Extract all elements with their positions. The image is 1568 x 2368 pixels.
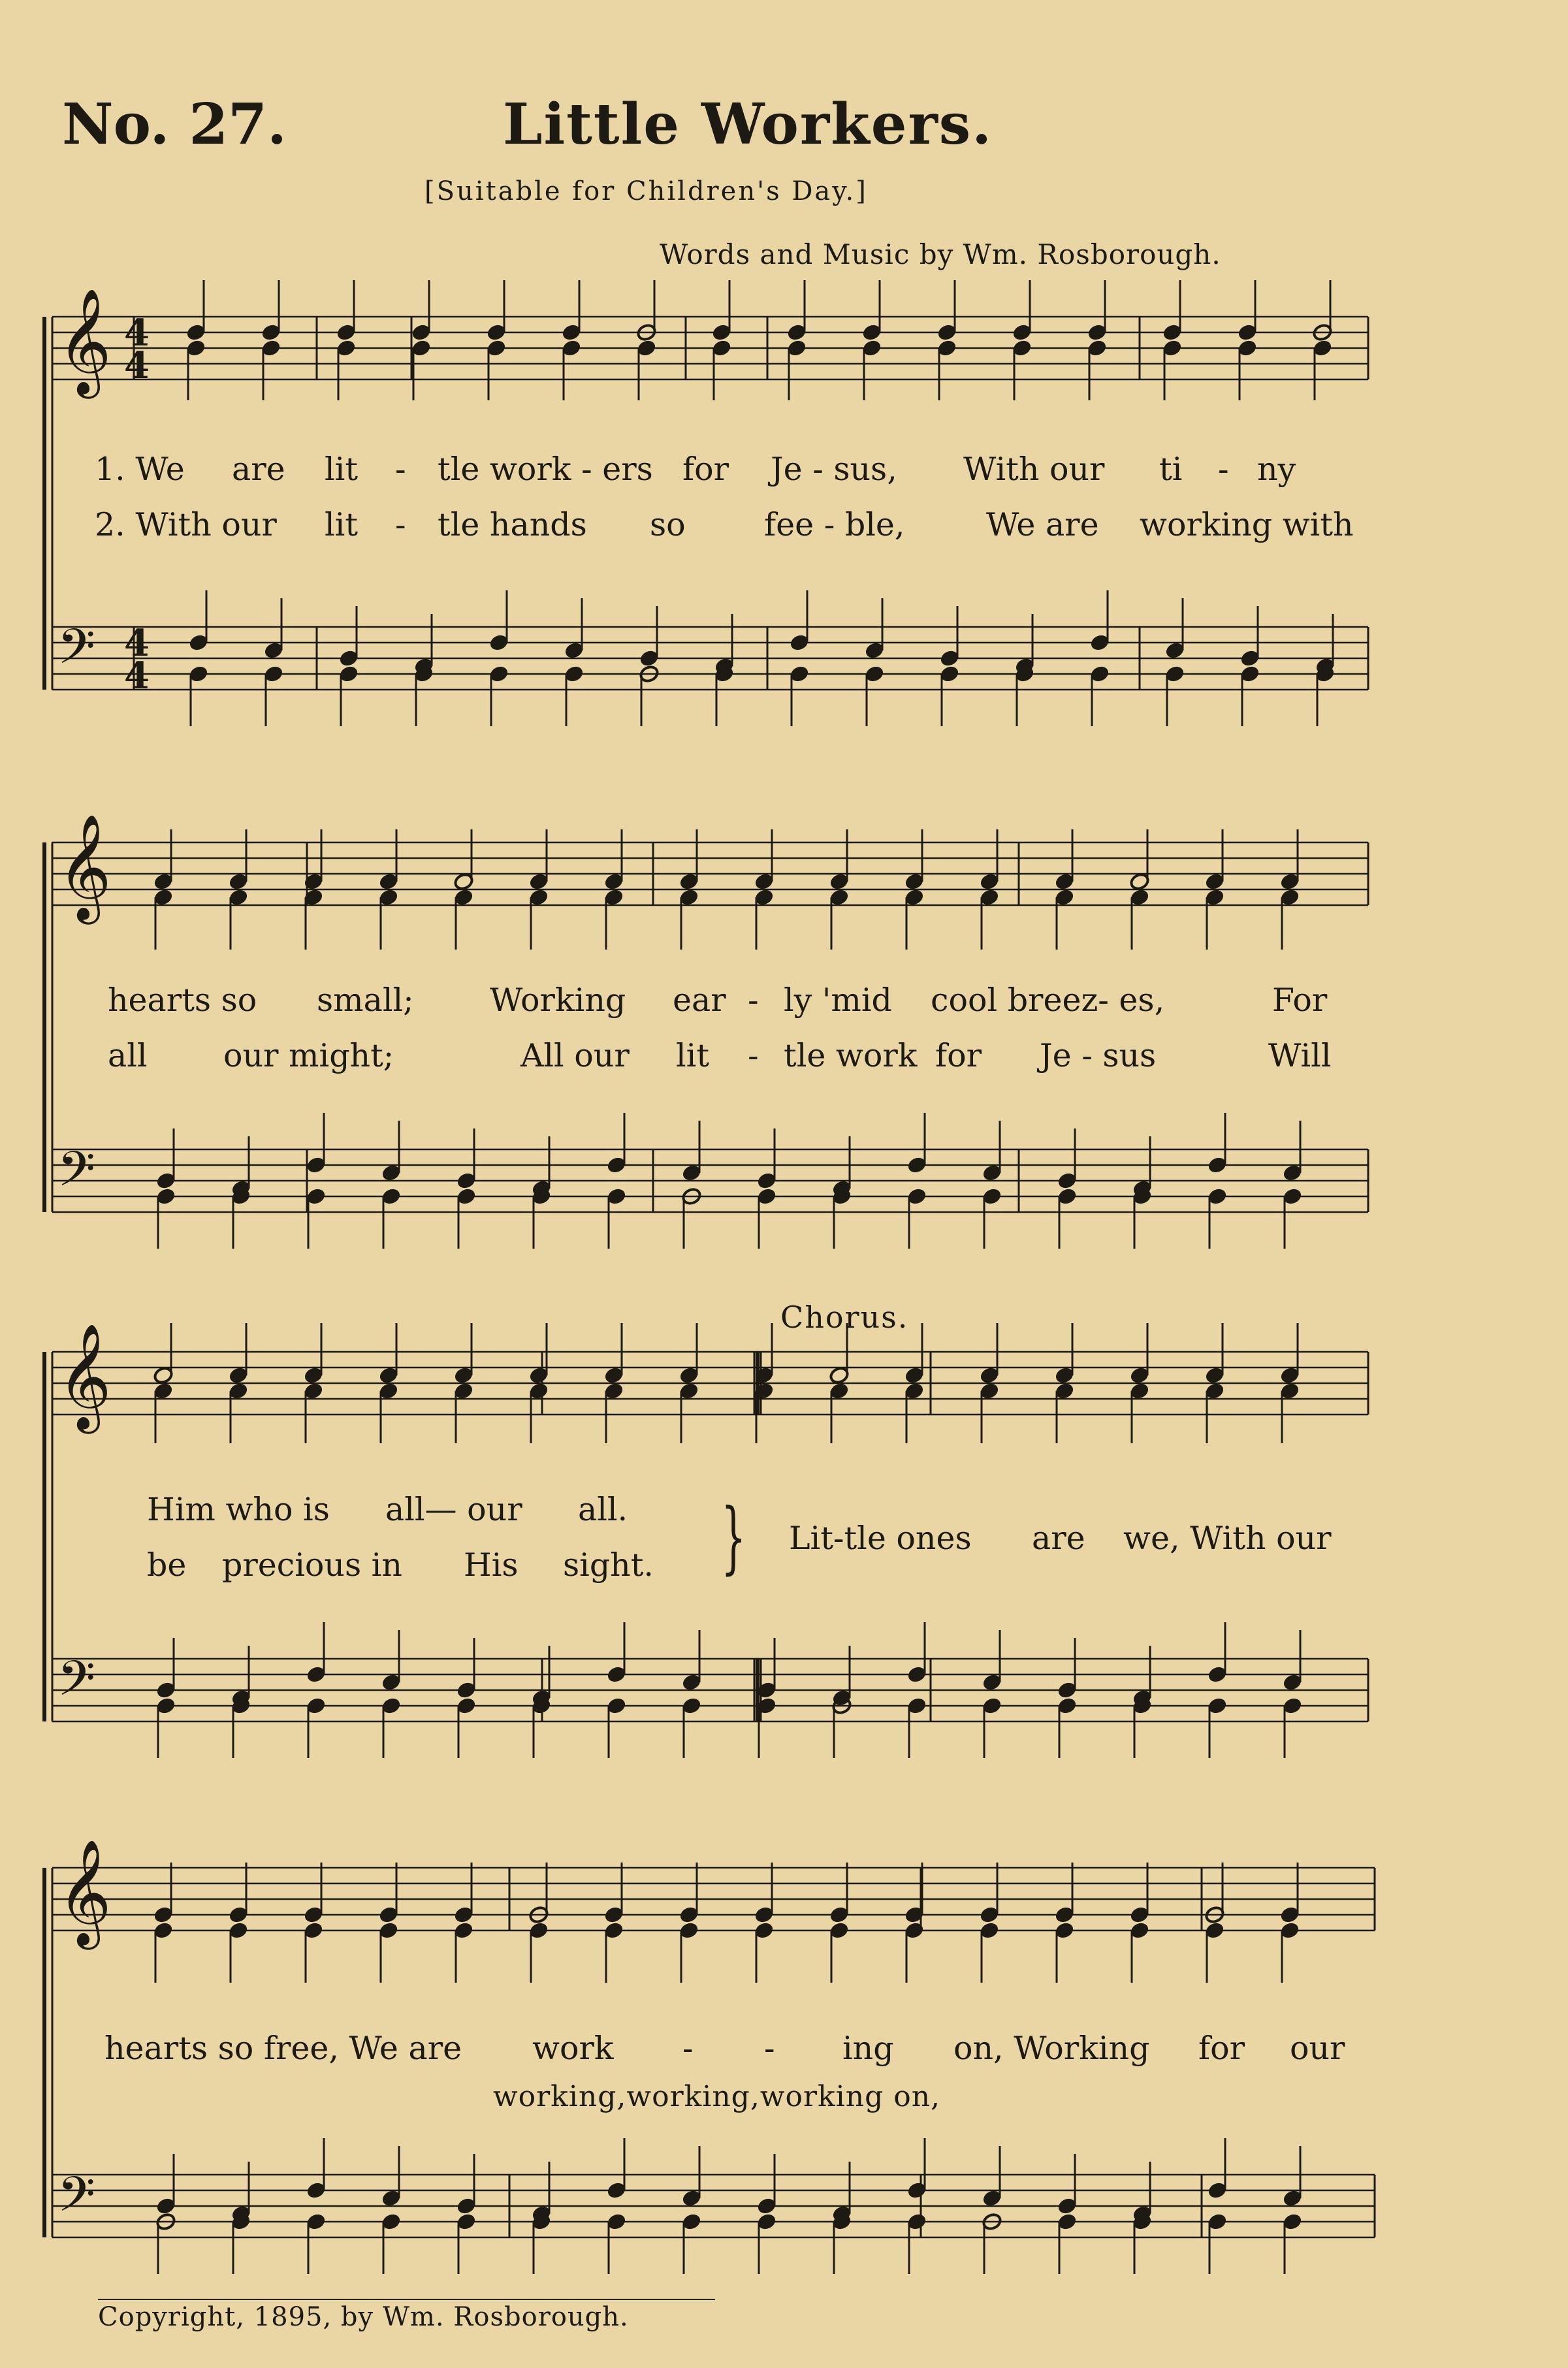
- lyric: All our: [520, 1037, 630, 1074]
- lyric: work: [532, 2030, 614, 2067]
- composer-credit: Words and Music by Wm. Rosborough.: [660, 238, 1221, 270]
- lyric: all— our: [385, 1491, 522, 1528]
- lyric: tle work: [784, 1037, 918, 1074]
- lyric: Lit-tle ones: [789, 1520, 972, 1557]
- lyric: -: [682, 2030, 694, 2067]
- lyric: -: [748, 1037, 759, 1074]
- lyric: lit: [325, 451, 359, 488]
- lyric: tle work - ers: [438, 451, 653, 488]
- lyric: ny: [1257, 451, 1296, 488]
- alto-lyric-line: working,working,working on,: [493, 2080, 941, 2113]
- lyric: tle hands: [438, 506, 587, 543]
- lyric: Him who is: [147, 1491, 330, 1528]
- lyric: all.: [578, 1491, 628, 1528]
- time-signature: 4: [124, 654, 150, 697]
- hymn-subtitle: [Suitable for Children's Day.]: [424, 176, 868, 206]
- lyric: cool breez- es,: [931, 982, 1165, 1019]
- lyric: so: [650, 506, 686, 543]
- lyric: 1. We: [95, 451, 185, 488]
- lyric: Will: [1268, 1037, 1332, 1074]
- lyric: Je - sus,: [771, 451, 897, 488]
- lyric: we, With our: [1123, 1520, 1332, 1557]
- lyric: on, Working: [953, 2030, 1150, 2067]
- treble-clef: 𝄞: [57, 288, 112, 394]
- lyric: fee - ble,: [764, 506, 905, 543]
- lyric: hearts so free, We are: [104, 2030, 462, 2067]
- lyric: working with: [1140, 506, 1354, 543]
- time-signature: 4: [124, 622, 150, 665]
- lyric: our might;: [223, 1037, 394, 1074]
- copyright-notice: Copyright, 1895, by Wm. Rosborough.: [98, 2302, 629, 2332]
- lyric: -: [395, 506, 406, 543]
- lyric: ly 'mid: [784, 982, 892, 1019]
- time-signature: 4: [124, 344, 150, 387]
- lyric: -: [395, 451, 406, 488]
- lyric: -: [748, 982, 759, 1019]
- treble-clef: 𝄞: [57, 1839, 112, 1945]
- lyric: ing: [842, 2030, 894, 2067]
- lyric: 2. With our: [95, 506, 277, 543]
- lyric: for: [1198, 2030, 1245, 2067]
- lyric: lit: [325, 506, 359, 543]
- lyric: are: [232, 451, 285, 488]
- lyric: for: [682, 451, 729, 488]
- lyric: are: [1032, 1520, 1085, 1557]
- lyric: our: [1290, 2030, 1345, 2067]
- bass-clef: 𝄢: [57, 618, 95, 687]
- lyric: small;: [317, 982, 414, 1019]
- verse-brace: }: [721, 1492, 746, 1583]
- hymn-number: No. 27.: [62, 91, 287, 157]
- lyric: sight.: [563, 1546, 654, 1584]
- time-signature: 4: [124, 312, 150, 355]
- treble-clef: 𝄞: [57, 814, 112, 920]
- bass-clef: 𝄢: [57, 1141, 95, 1209]
- lyric: Working: [490, 982, 626, 1019]
- lyric: -: [1218, 451, 1229, 488]
- lyric: for: [935, 1037, 982, 1074]
- lyric: His: [464, 1546, 519, 1584]
- lyric: all: [108, 1037, 148, 1074]
- lyric: Je - sus: [1040, 1037, 1157, 1074]
- chorus-label: Chorus.: [780, 1300, 909, 1335]
- lyric: be: [147, 1546, 187, 1584]
- lyric: With our: [963, 451, 1105, 488]
- lyric: For: [1272, 982, 1328, 1019]
- lyric: ti: [1159, 451, 1183, 488]
- hymn-title: Little Workers.: [503, 91, 993, 157]
- lyric: -: [764, 2030, 775, 2067]
- copyright-rule: [98, 2299, 715, 2300]
- bass-clef: 𝄢: [57, 1650, 95, 1719]
- lyric: hearts so: [108, 982, 257, 1019]
- lyric: ear: [673, 982, 726, 1019]
- lyric: precious in: [222, 1546, 402, 1584]
- treble-clef: 𝄞: [57, 1323, 112, 1430]
- lyric: lit: [676, 1037, 710, 1074]
- bass-clef: 𝄢: [57, 2166, 95, 2235]
- lyric: We are: [986, 506, 1099, 543]
